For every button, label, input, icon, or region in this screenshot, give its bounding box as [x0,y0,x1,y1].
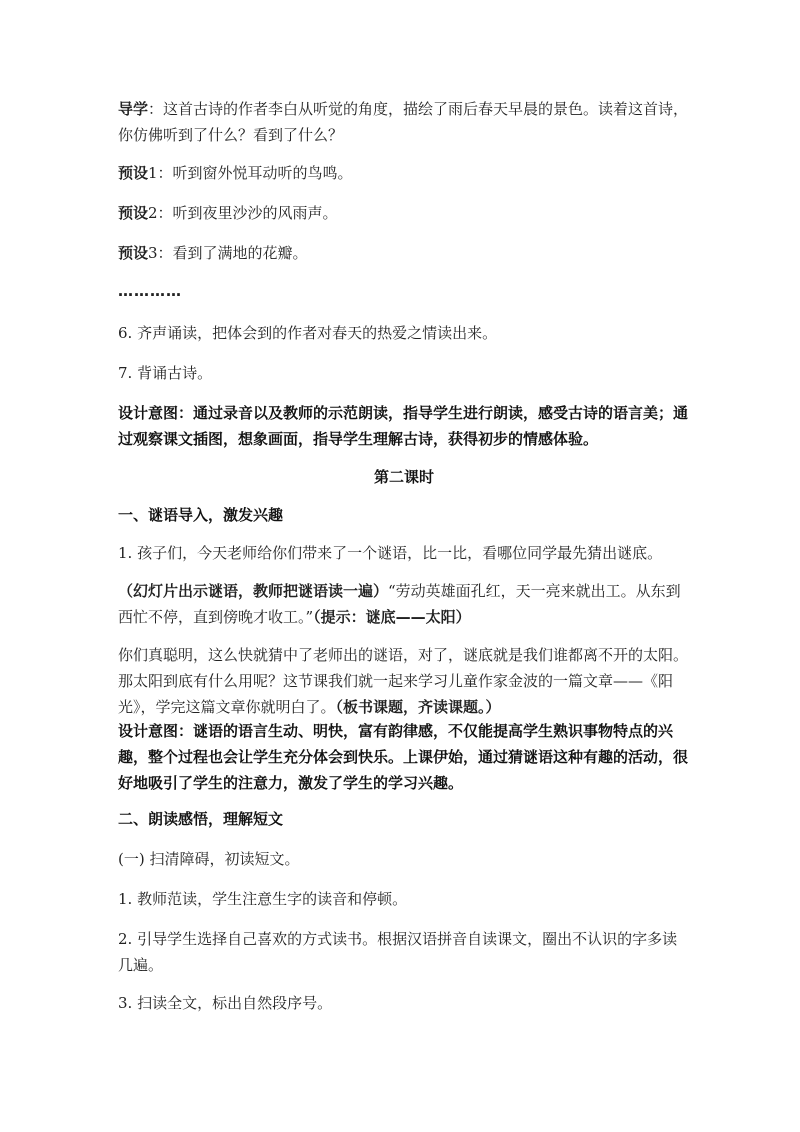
intro-text: ：这首古诗的作者李白从听觉的角度，描绘了雨后春天早晨的景色。读着这首诗，你仿佛听到了什么？看到了什么？ [118,100,689,144]
section-1-heading: 一、谜语导入，激发兴趣 [118,506,284,524]
step-6: 6. 齐声诵读，把体会到的作者对春天的热爱之情读出来。 [118,324,498,342]
step-7: 7. 背诵古诗。 [118,364,213,382]
preset-3 [118,240,690,266]
design-intent-2: 设计意图：谜语的语言生动、明快，富有韵律感，不仅能提高学生熟识事物特点的兴趣，整个过程也会让学生充分体会到快乐。上课伊始，通过猜谜语这种有趣的活动，很好地吸引了学生的注意力，激发了学生的学习兴趣。 [118,722,689,792]
riddle-instruction: （幻灯片出示谜语，教师把谜语读一遍） [118,582,389,600]
section-1-item-1: 1. 孩子们，今天老师给你们带来了一个谜语，比一比，看哪位同学最先猜出谜底。 [118,544,663,562]
intro-label: 导学 [118,100,149,118]
riddle-hint: （提示：谜底——太阳） [313,608,471,626]
preset-label: 预设 [118,244,149,262]
explanation-text: 你们真聪明，这么快就猜中了老师出的谜语，对了，谜底就是我们谁都离不开的太阳。那太阳到底有什么用呢？这节课我们就一起来学习儿童作家金波的一篇文章——《阳光》，学完这篇文章你就明白了。 [118,646,689,716]
section-2-item-2: 2. 引导学生选择自己喜欢的方式读书。根据汉语拼音自读课文，圈出不认识的字多读几遍。 [118,930,678,974]
explanation-paragraph [118,642,690,720]
design-intent-1: 设计意图：通过录音以及教师的示范朗读，指导学生进行朗读，感受古诗的语言美；通过观察课文插图，想象画面，指导学生理解古诗，获得初步的情感体验。 [118,404,689,448]
preset-text: 3：看到了满地的花瓣。 [148,244,308,262]
preset-label: 预设 [118,204,149,222]
section-2-item-3: 3. 扫读全文，标出自然段序号。 [118,994,333,1012]
riddle-text: “劳动英雄面孔红，天一亮来就出工。从东到西忙不停，直到傍晚才收工。” [118,582,681,626]
riddle-paragraph [118,578,690,630]
intro-paragraph [118,96,690,148]
section-2-sub: (一) 扫清障碍，初读短文。 [118,850,300,868]
lesson-title: 第二课时 [373,468,434,486]
ellipsis: ………… [118,282,182,300]
preset-label: 预设 [118,164,149,182]
blackboard-note: （板书课题，齐读课题。） [335,698,501,716]
preset-text: 1：听到窗外悦耳动听的鸟鸣。 [148,164,353,182]
section-2-heading: 二、朗读感悟，理解短文 [118,810,284,828]
preset-text: 2：听到夜里沙沙的风雨声。 [148,204,338,222]
preset-1 [118,160,690,186]
preset-2 [118,200,690,226]
section-2-item-1: 1. 教师范读，学生注意生字的读音和停顿。 [118,890,408,908]
